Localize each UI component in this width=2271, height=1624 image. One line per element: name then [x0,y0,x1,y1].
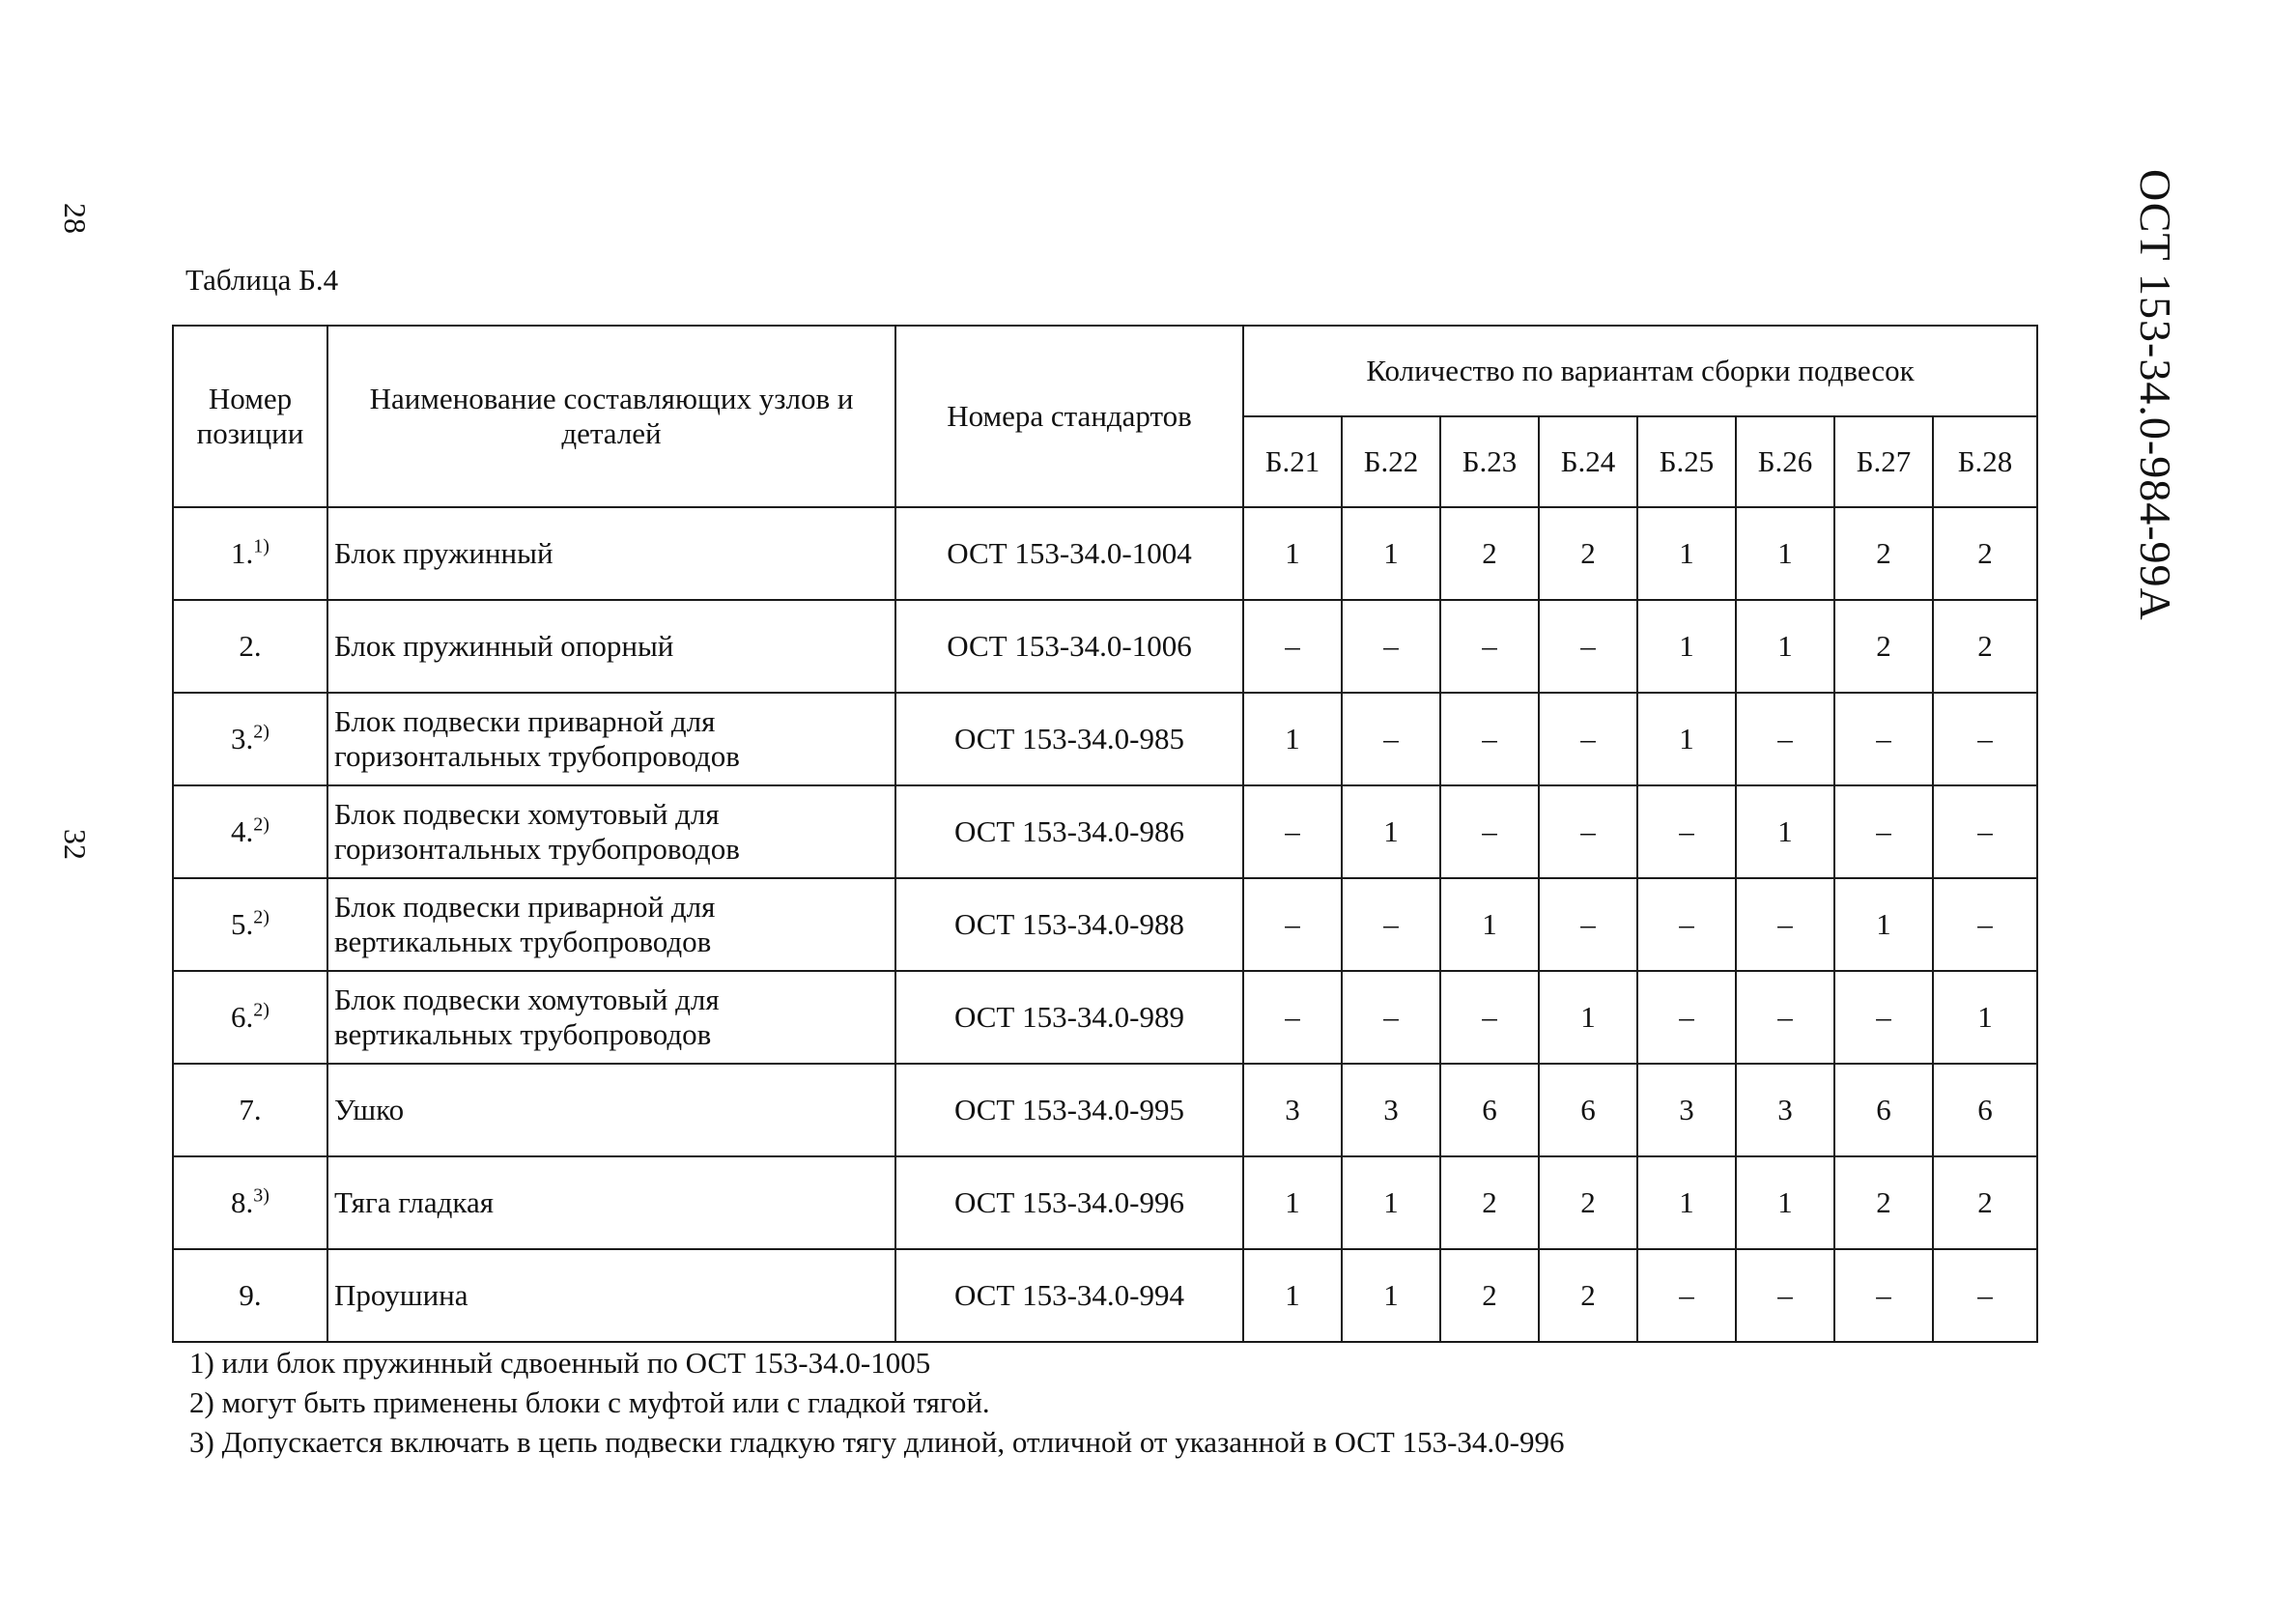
header-standard: Номера стандартов [895,326,1243,507]
header-name: Наименование составляющих узлов и деталей [327,326,895,507]
cell-quantity: 2 [1834,600,1933,693]
table-row [173,507,2037,600]
page-number-top: 28 [58,203,93,234]
footnote-marker: 2) [253,813,270,836]
header-variant: Б.27 [1834,416,1933,507]
cell-standard: ОСТ 153-34.0-996 [895,1156,1243,1249]
cell-quantity: – [1539,785,1637,878]
table-row [173,785,2037,878]
cell-quantity: 1 [1243,507,1342,600]
cell-quantity: 3 [1637,1064,1736,1156]
cell-quantity: – [1243,785,1342,878]
header-variant: Б.25 [1637,416,1736,507]
document-code: ОСТ 153-34.0-984-99А [2131,169,2180,621]
footnote-marker: 1) [253,535,270,557]
cell-quantity: – [1243,878,1342,971]
header-variant: Б.28 [1933,416,2037,507]
cell-position [173,1064,327,1156]
cell-quantity: – [1342,600,1440,693]
cell-quantity: 1 [1637,600,1736,693]
cell-quantity: – [1539,600,1637,693]
cell-quantity: – [1736,878,1834,971]
cell-position [173,600,327,693]
footnote-marker: 2) [253,721,270,743]
cell-quantity: 6 [1834,1064,1933,1156]
cell-quantity: – [1834,693,1933,785]
position-number: 6. [231,1000,254,1034]
cell-position [173,507,327,600]
cell-quantity: – [1637,785,1736,878]
header-quantity-group: Количество по вариантам сборки подвесок [1243,326,2037,416]
cell-quantity: 1 [1736,600,1834,693]
cell-standard: ОСТ 153-34.0-994 [895,1249,1243,1342]
spec-table [172,325,2038,1343]
cell-quantity: – [1243,971,1342,1064]
footnotes [189,1343,1565,1462]
cell-quantity: 1 [1736,507,1834,600]
cell-position [173,785,327,878]
cell-quantity: – [1342,878,1440,971]
footnote-marker: 3) [253,1184,270,1207]
cell-quantity: 1 [1637,693,1736,785]
table-caption: Таблица Б.4 [185,263,339,297]
cell-quantity: – [1933,1249,2037,1342]
cell-quantity: 2 [1933,1156,2037,1249]
cell-quantity: – [1736,1249,1834,1342]
footnote-marker: 2) [253,999,270,1021]
cell-position [173,1156,327,1249]
header-variant: Б.24 [1539,416,1637,507]
cell-quantity: 1 [1539,971,1637,1064]
cell-quantity: 1 [1933,971,2037,1064]
table-row [173,1249,2037,1342]
cell-quantity: 2 [1933,600,2037,693]
cell-quantity: – [1637,971,1736,1064]
cell-quantity: – [1736,693,1834,785]
position-number: 1. [231,536,254,570]
cell-quantity: 2 [1834,1156,1933,1249]
cell-quantity: 6 [1933,1064,2037,1156]
cell-quantity: – [1342,693,1440,785]
cell-standard: ОСТ 153-34.0-985 [895,693,1243,785]
cell-quantity: 1 [1637,1156,1736,1249]
position-number: 9. [239,1278,262,1312]
position-number: 2. [239,629,262,663]
footnote: 1) или блок пружинный сдвоенный по ОСТ 153-34.0-1005 [189,1346,931,1380]
cell-standard: ОСТ 153-34.0-989 [895,971,1243,1064]
cell-quantity: 2 [1440,507,1539,600]
cell-quantity: 1 [1440,878,1539,971]
cell-quantity: – [1440,785,1539,878]
footnote-marker: 2) [253,906,270,928]
cell-quantity: – [1834,785,1933,878]
header-variant: Б.21 [1243,416,1342,507]
cell-quantity: 1 [1342,1156,1440,1249]
cell-name: Проушина [327,1249,895,1342]
cell-quantity: 3 [1736,1064,1834,1156]
cell-quantity: – [1933,693,2037,785]
position-number: 4. [231,814,254,848]
cell-quantity: 1 [1342,1249,1440,1342]
cell-name: Блок подвески хомутовый для вертикальных трубопроводов [327,971,895,1064]
cell-standard: ОСТ 153-34.0-1004 [895,507,1243,600]
position-number: 7. [239,1093,262,1126]
cell-name: Блок пружинный [327,507,895,600]
footnote: 3) Допускается включать в цепь подвески гладкую тягу длиной, отличной от указанной в ОСТ 153-34.0-996 [189,1425,1565,1459]
cell-quantity: – [1834,1249,1933,1342]
footnote: 2) могут быть применены блоки с муфтой или с гладкой тягой. [189,1385,990,1419]
cell-quantity: 2 [1539,507,1637,600]
cell-quantity: 2 [1539,1249,1637,1342]
cell-quantity: 3 [1342,1064,1440,1156]
cell-quantity: 3 [1243,1064,1342,1156]
cell-name: Блок подвески приварной для горизонтальных трубопроводов [327,693,895,785]
cell-quantity: – [1539,693,1637,785]
cell-quantity: – [1342,971,1440,1064]
cell-standard: ОСТ 153-34.0-1006 [895,600,1243,693]
cell-quantity: – [1243,600,1342,693]
cell-name: Блок подвески хомутовый для горизонтальных трубопроводов [327,785,895,878]
cell-quantity: 2 [1440,1156,1539,1249]
cell-quantity: 2 [1539,1156,1637,1249]
table-row [173,693,2037,785]
cell-quantity: 6 [1539,1064,1637,1156]
header-variant: Б.22 [1342,416,1440,507]
cell-quantity: 1 [1243,1249,1342,1342]
header-variant: Б.23 [1440,416,1539,507]
cell-quantity: – [1440,693,1539,785]
cell-standard: ОСТ 153-34.0-988 [895,878,1243,971]
header-variant: Б.26 [1736,416,1834,507]
cell-standard: ОСТ 153-34.0-986 [895,785,1243,878]
cell-quantity: 1 [1243,1156,1342,1249]
cell-quantity: 1 [1736,785,1834,878]
table-row [173,1156,2037,1249]
cell-quantity: 1 [1243,693,1342,785]
cell-name: Блок подвески приварной для вертикальных трубопроводов [327,878,895,971]
cell-quantity: – [1637,1249,1736,1342]
cell-standard: ОСТ 153-34.0-995 [895,1064,1243,1156]
cell-position [173,878,327,971]
cell-quantity: – [1834,971,1933,1064]
table-row [173,971,2037,1064]
cell-quantity: – [1440,600,1539,693]
cell-quantity: 1 [1637,507,1736,600]
cell-quantity: 1 [1834,878,1933,971]
cell-quantity: 1 [1736,1156,1834,1249]
page-number-side: 32 [58,829,93,860]
cell-quantity: – [1736,971,1834,1064]
cell-quantity: 1 [1342,785,1440,878]
cell-quantity: 2 [1440,1249,1539,1342]
cell-quantity: 6 [1440,1064,1539,1156]
cell-quantity: – [1933,785,2037,878]
table-row [173,1064,2037,1156]
cell-name: Тяга гладкая [327,1156,895,1249]
cell-quantity: – [1539,878,1637,971]
position-number: 5. [231,907,254,941]
cell-quantity: 2 [1933,507,2037,600]
position-number: 3. [231,722,254,755]
cell-quantity: 2 [1834,507,1933,600]
table-row [173,600,2037,693]
table-row [173,878,2037,971]
cell-position [173,971,327,1064]
cell-quantity: – [1933,878,2037,971]
cell-quantity: – [1637,878,1736,971]
cell-quantity: 1 [1342,507,1440,600]
header-position: Номер позиции [173,326,327,507]
cell-quantity: – [1440,971,1539,1064]
cell-position [173,1249,327,1342]
cell-position [173,693,327,785]
cell-name: Блок пружинный опорный [327,600,895,693]
position-number: 8. [231,1185,254,1219]
cell-name: Ушко [327,1064,895,1156]
